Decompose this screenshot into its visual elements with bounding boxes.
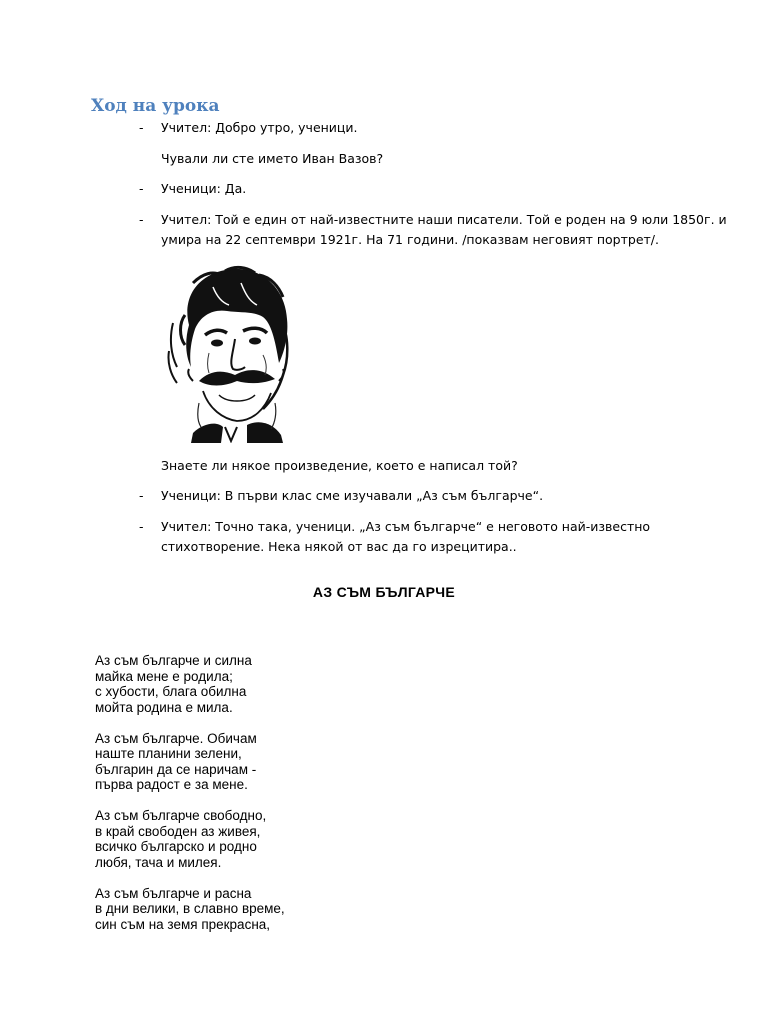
dialogue-text: Ученици: Да. bbox=[161, 181, 247, 196]
list-dash: - bbox=[139, 488, 144, 503]
poem-line: майка мене е родила; bbox=[95, 668, 233, 684]
poem-line: Аз съм българче и силна bbox=[95, 653, 252, 668]
dialogue-text: Ученици: В първи клас сме изучавали „Аз съм българче“. bbox=[161, 488, 544, 503]
dialogue-text: умира на 22 септември 1921г. На 71 години. /показвам неговият портрет/. bbox=[161, 232, 659, 247]
poem-line: в дни велики, в славно време, bbox=[95, 901, 285, 916]
list-dash: - bbox=[139, 181, 144, 196]
poem-stanza bbox=[95, 808, 285, 870]
poem-stanza bbox=[95, 886, 285, 933]
ivan-vazov-portrait-icon bbox=[168, 267, 287, 443]
dialogue-text: Учител: Добро утро, ученици. bbox=[161, 120, 358, 135]
poem-line: мойта родина е мила. bbox=[95, 699, 233, 715]
dialogue-text: Знаете ли някое произведение, което е написал той? bbox=[161, 458, 518, 473]
poem-line: българин да се наричам - bbox=[95, 761, 257, 777]
dialogue-text: стихотворение. Нека някой от вас да го изрецитира.. bbox=[161, 539, 517, 554]
poem-line: Аз съм българче. Обичам bbox=[95, 730, 257, 746]
poem-stanza bbox=[95, 653, 285, 715]
dialogue-text: Чували ли сте името Иван Вазов? bbox=[161, 151, 384, 166]
poem-line: Аз съм българче свободно, bbox=[95, 808, 267, 823]
lesson-heading: Ход на урока bbox=[91, 96, 220, 116]
poem-stanza bbox=[95, 731, 285, 793]
poem-title: АЗ СЪМ БЪЛГАРЧЕ bbox=[312, 584, 456, 600]
poem-line: с хубости, блага обилна bbox=[95, 684, 247, 699]
poem-line: Аз съм българче и расна bbox=[95, 885, 252, 901]
list-dash: - bbox=[139, 519, 144, 534]
list-dash: - bbox=[139, 120, 144, 135]
dialogue-text: Учител: Точно така, ученици. „Аз съм българче“ е неговото най-известно bbox=[161, 519, 651, 534]
poem bbox=[95, 653, 285, 948]
poem-line: наште планини зелени, bbox=[95, 746, 242, 761]
poem-line: в край свободен аз живея, bbox=[95, 823, 261, 839]
portrait-image bbox=[163, 263, 295, 443]
poem-line: син съм на земя прекрасна, bbox=[95, 916, 271, 932]
poem-line: всичко българско и родно bbox=[95, 839, 257, 854]
list-dash: - bbox=[139, 212, 144, 227]
dialogue-text: Учител: Той е един от най-известните наши писатели. Той е роден на 9 юли 1850г. и bbox=[161, 212, 727, 227]
poem-line: първа радост е за мене. bbox=[95, 777, 248, 792]
poem-line: любя, тача и милея. bbox=[95, 854, 222, 870]
